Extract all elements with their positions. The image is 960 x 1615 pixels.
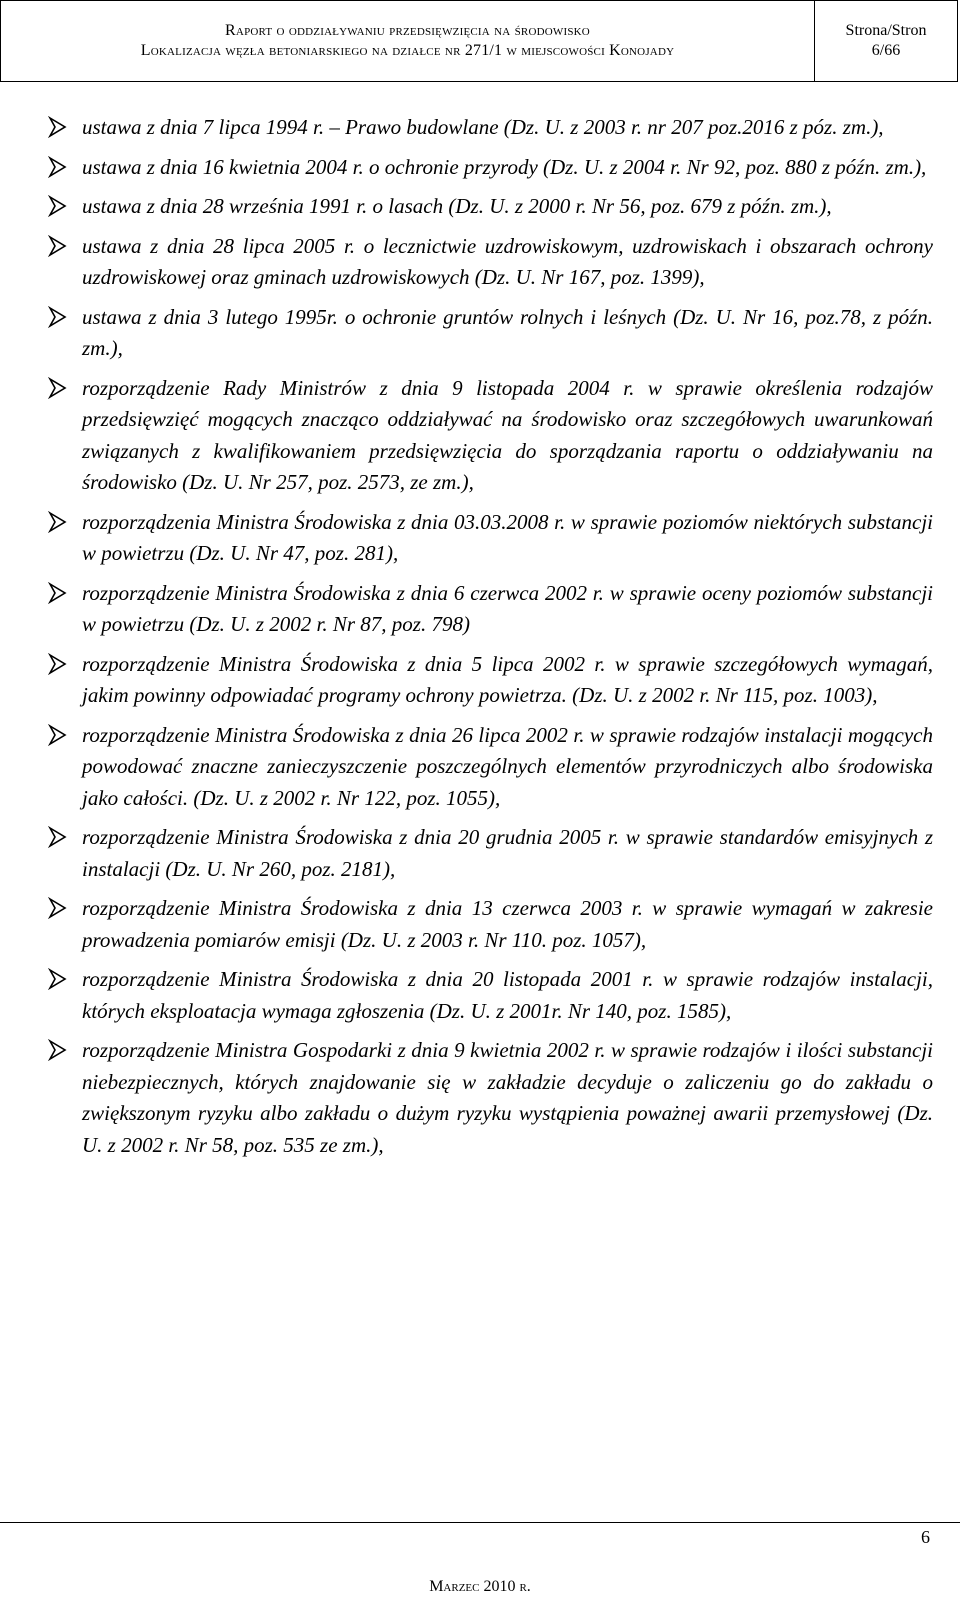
arrowhead-bullet-icon: [48, 724, 68, 746]
arrowhead-bullet-icon: [48, 306, 68, 328]
report-title-block: [1, 1, 815, 81]
report-title: Raport o oddziaływaniu przedsięwzięcia na środowisko: [225, 22, 590, 39]
footer-divider: [0, 1522, 960, 1523]
list-item-text: ustawa z dnia 3 lutego 1995r. o ochronie gruntów rolnych i leśnych (Dz. U. Nr 16, poz.78, z późn. zm.),: [82, 304, 933, 360]
list-item: [48, 822, 933, 885]
arrowhead-bullet-icon: [48, 826, 68, 848]
list-item-text: rozporządzenie Ministra Środowiska z dnia 13 czerwca 2003 r. w sprawie wymagań w zakresie prowadzenia pomiarów emisji (Dz. U. z 2003 r. Nr 110. poz. 1057),: [82, 896, 933, 952]
arrowhead-bullet-icon: [48, 377, 68, 399]
list-item: [48, 649, 933, 712]
list-item: [48, 507, 933, 570]
arrowhead-bullet-icon: [48, 582, 68, 604]
page-counter-value: 6/66: [871, 42, 901, 59]
list-item: [48, 302, 933, 365]
page-counter-label: Strona/Stron: [845, 22, 927, 39]
arrowhead-bullet-icon: [48, 968, 68, 990]
arrowhead-bullet-icon: [48, 897, 68, 919]
page-number: 6: [921, 1527, 930, 1547]
list-item-text: rozporządzenia Ministra Środowiska z dnia 03.03.2008 r. w sprawie poziomów niektórych substancji w powietrzu (Dz. U. Nr 47, poz. 281),: [82, 509, 933, 565]
arrowhead-bullet-icon: [48, 511, 68, 533]
list-item-text: rozporządzenie Ministra Gospodarki z dnia 9 kwietnia 2002 r. w sprawie rodzajów i ilości substancji niebezpiecznych, których znajdowanie się w zakładzie decyduje o zaliczeniu go do zakładu o zwiększonym ryzyku albo zakładu o dużym ryzyku wystąpienia poważnej awarii przemysłowej (Dz. U. z 2002 r. Nr 58, poz. 535 ze zm.),: [82, 1038, 933, 1157]
list-item-text: rozporządzenie Ministra Środowiska z dnia 20 listopada 2001 r. w sprawie rodzajów instalacji, których eksploatacja wymaga zgłoszenia (Dz. U. z 2001r. Nr 140, poz. 1585),: [82, 967, 933, 1023]
report-location: Lokalizacja węzła betoniarskiego na działce nr 271/1 w miejscowości Konojady: [140, 42, 675, 59]
list-item-text: ustawa z dnia 7 lipca 1994 r. – Prawo budowlane (Dz. U. z 2003 r. nr 207 poz.2016 z póz. zm.),: [82, 115, 884, 139]
list-item: [48, 720, 933, 815]
list-item: [48, 191, 933, 223]
list-item-text: ustawa z dnia 16 kwietnia 2004 r. o ochronie przyrody (Dz. U. z 2004 r. Nr 92, poz. 880 z późn. zm.),: [82, 154, 927, 179]
arrowhead-bullet-icon: [48, 653, 68, 675]
list-item-text: rozporządzenie Rady Ministrów z dnia 9 listopada 2004 r. w sprawie określenia rodzajów przedsięwzięć mogących znacząco oddziaływać na środowisko oraz szczegółowych uwarunkowań związanych z kwalifikowaniem przedsięwzięcia do sporządzania raportu o oddziaływaniu na środowisko (Dz. U. Nr 257, poz. 2573, ze zm.),: [82, 375, 933, 494]
list-item: [48, 578, 933, 641]
list-item: [48, 893, 933, 956]
list-item-text: rozporządzenie Ministra Środowiska z dnia 5 lipca 2002 r. w sprawie szczegółowych wymagań, jakim powinny odpowiadać programy ochrony powietrza. (Dz. U. z 2002 r. Nr 115, poz. 1003),: [82, 651, 933, 707]
list-item-text: ustawa z dnia 28 września 1991 r. o lasach (Dz. U. z 2000 r. Nr 56, poz. 679 z późn. zm.),: [82, 194, 832, 218]
arrowhead-bullet-icon: [48, 116, 68, 138]
legal-acts-list: [48, 112, 933, 1169]
page-header: [0, 0, 958, 82]
list-item: [48, 1035, 933, 1161]
list-item-text: ustawa z dnia 28 lipca 2005 r. o lecznictwie uzdrowiskowym, uzdrowiskach i obszarach ochrony uzdrowiskowej oraz gminach uzdrowiskowych (Dz. U. Nr 167, poz. 1399),: [82, 233, 933, 289]
list-item: [48, 112, 933, 144]
list-item-text: rozporządzenie Ministra Środowiska z dnia 26 lipca 2002 r. w sprawie rodzajów instalacji mogących powodować znaczne zanieczyszczenie poszczególnych elementów przyrodniczych albo środowiska jako całości. (Dz. U. z 2002 r. Nr 122, poz. 1055),: [82, 722, 933, 810]
arrowhead-bullet-icon: [48, 156, 68, 178]
list-item: [48, 231, 933, 294]
list-item: [48, 373, 933, 499]
list-item: [48, 964, 933, 1027]
page-counter-block: [815, 1, 957, 81]
arrowhead-bullet-icon: [48, 1039, 68, 1061]
list-item: [48, 152, 933, 184]
footer-date: Marzec 2010 r.: [429, 1578, 531, 1595]
list-item-text: rozporządzenie Ministra Środowiska z dnia 20 grudnia 2005 r. w sprawie standardów emisyjnych z instalacji (Dz. U. Nr 260, poz. 2181),: [82, 825, 933, 881]
list-item-text: rozporządzenie Ministra Środowiska z dnia 6 czerwca 2002 r. w sprawie oceny poziomów substancji w powietrzu (Dz. U. z 2002 r. Nr 87, poz. 798): [82, 580, 933, 636]
arrowhead-bullet-icon: [48, 195, 68, 217]
arrowhead-bullet-icon: [48, 235, 68, 257]
